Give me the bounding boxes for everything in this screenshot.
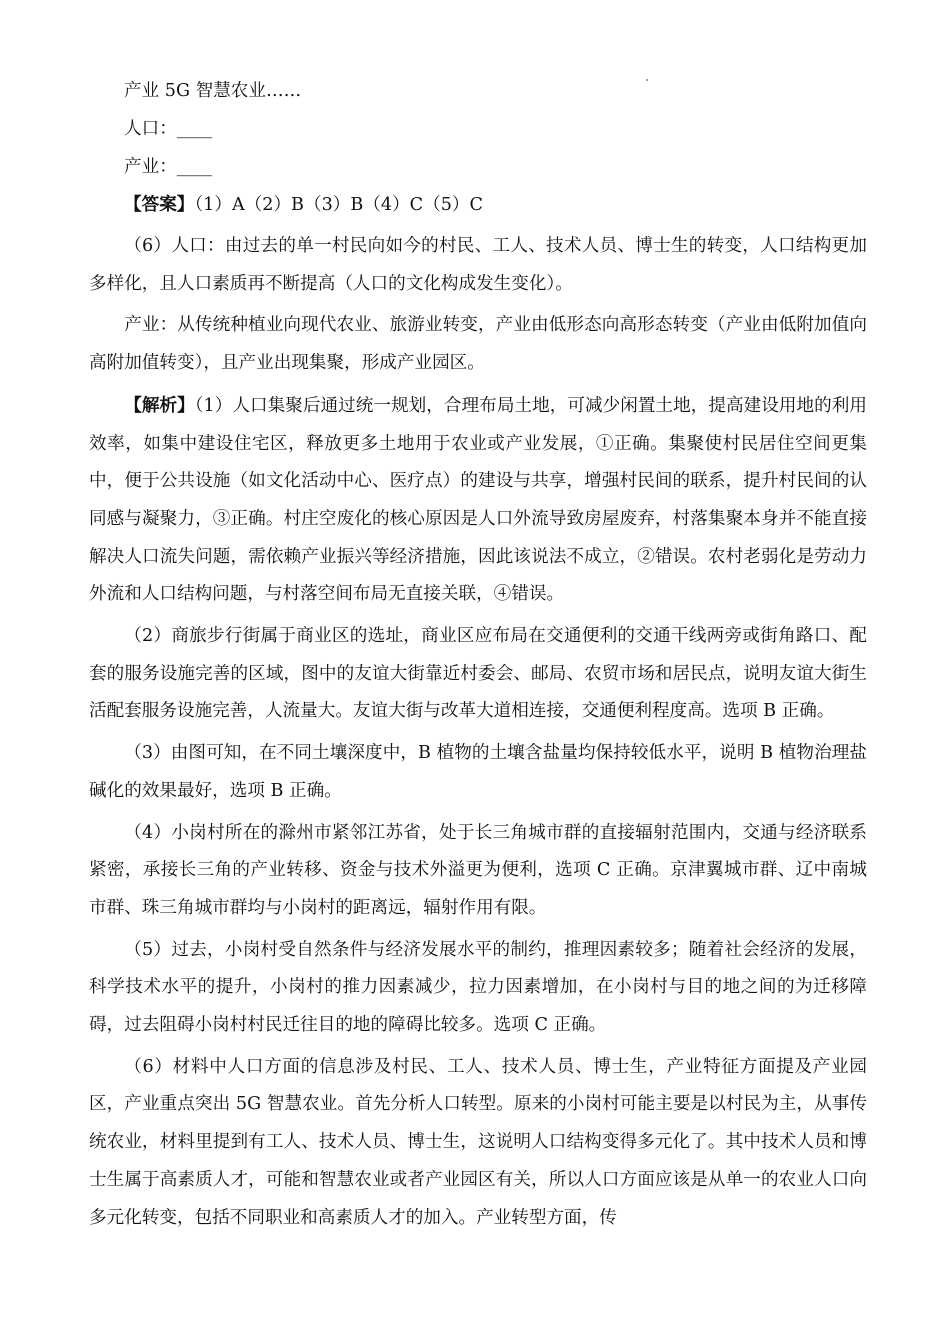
analysis-label: 【解析】 [124, 394, 195, 416]
analysis-6: （6）材料中人口方面的信息涉及村民、工人、技术人员、博士生，产业特征方面提及产业园区，产业重点突出 5G 智慧农业。首先分析人口转型。原来的小岗村可能主要是以村民为主，从事传统农业，材料里提到有工人、技术人员、博士生，这说明人口结构变得多元化了。其中技术人员和博士生属于高素质人才，可能和智慧农业或者产业园区有关，所以人口方面应该是从单一的农业人口向多元化转变，包括不同职业和高素质人才的加入。产业转型方面，传 [89, 1056, 867, 1228]
analysis-4: （4）小岗村所在的滁州市紧邻江苏省，处于长三角城市群的直接辐射范围内，交通与经济联系紧密，承接长三角的产业转移、资金与技术外溢更为便利，选项 C 正确。京津翼城市群、辽中南城市群、珠三角城市群均与小岗村的距离远，辐射作用有限。 [89, 822, 867, 918]
answer-label: 【答案】 [124, 194, 195, 215]
analysis-1-text: （1）人口集聚后通过统一规划，合理布局土地，可减少闲置土地，提高建设用地的利用效率，如集中建设住宅区，释放更多土地用于农业或产业发展，①正确。集聚使村民居住空间更集中，便于公共设施（如文化活动中心、医疗点）的建设与共享，增强村民间的联系，提升村民间的认同感与凝聚力，③正确。村庄空废化的核心原因是人口外流导致房屋废弃，村落集聚本身并不能直接解决人口流失问题，需依赖产业振兴等经济措施，因此该说法不成立，②错误。农村老弱化是劳动力外流和人口结构问题，与村落空间布局无直接关联，④错误。 [89, 395, 867, 605]
answer-choices: （1）A（2）B（3）B（4）C（5）C [194, 195, 483, 215]
answer6-population: （6）人口：由过去的单一村民向如今的村民、工人、技术人员、博士生的转变，人口结构更加多样化，且人口素质再不断提高（人口的文化构成发生变化）。 [89, 236, 867, 294]
answer6-industry: 产业：从传统种植业向现代农业、旅游业转变，产业由低形态向高形态转变（产业由低附加值向高附加值转变），且产业出现集聚，形成产业园区。 [89, 315, 867, 374]
question-population-blank: 人口：____ [124, 119, 212, 139]
question-industry-blank: 产业：____ [124, 157, 212, 177]
analysis-3: （3）由图可知，在不同土壤深度中，B 植物的土壤含盐量均保持较低水平，说明 B 植物治理盐碱化的效果最好，选项 B 正确。 [89, 743, 867, 801]
material-line-industry-5g: 产业 5G 智慧农业…… [124, 81, 302, 101]
analysis-5: （5）过去，小岗村受自然条件与经济发展水平的制约，推理因素较多；随着社会经济的发展，科学技术水平的提升，小岗村的推力因素减少，拉力因素增加，在小岗村与目的地之间的为迁移障碍，过去阻碍小岗村村民迁往目的地的障碍比较多。选项 C 正确。 [89, 939, 867, 1036]
analysis-2: （2）商旅步行街属于商业区的选址，商业区应布局在交通便利的交通干线两旁或街角路口、配套的服务设施完善的区域，图中的友谊大街靠近村委会、邮局、农贸市场和居民点，说明友谊大街生活配套服务设施完善，人流量大。友谊大街与改革大道相连接，交通便利程度高。选项 B 正确。 [89, 626, 867, 722]
answer-line [89, 190, 867, 220]
document-content [89, 76, 867, 1237]
analysis-1 [89, 387, 867, 614]
